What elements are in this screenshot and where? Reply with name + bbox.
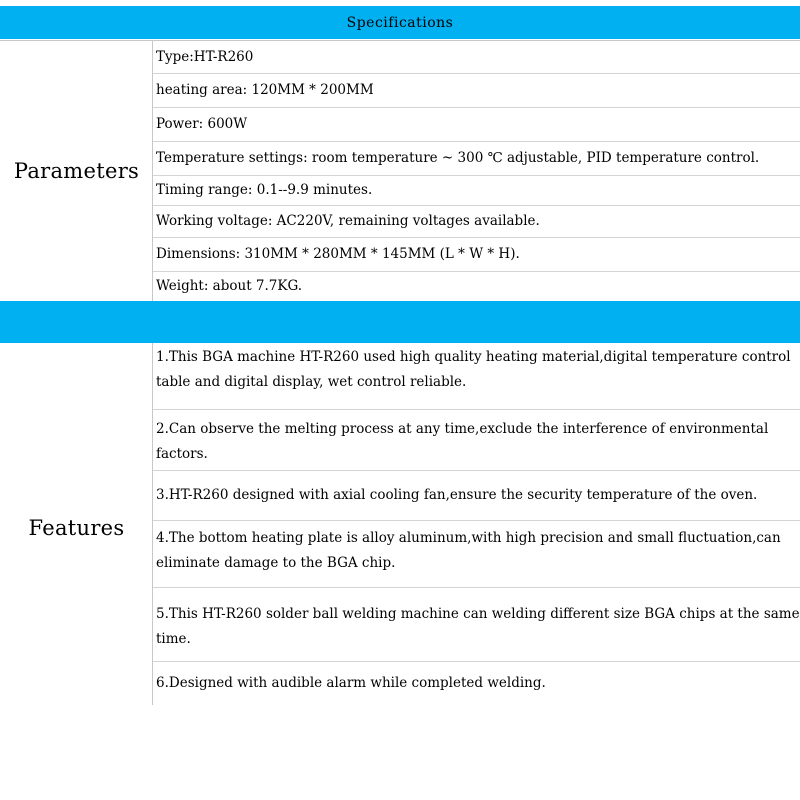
- feature-row: 1.This BGA machine HT-R260 used high quality heating material,digital temperature control table and digital display, wet control reliable.: [153, 343, 800, 410]
- parameters-label: Parameters: [13, 159, 140, 183]
- specifications-header: [0, 6, 800, 39]
- parameter-row: Working voltage: AC220V, remaining voltages available.: [153, 206, 800, 238]
- parameter-row: Temperature settings: room temperature ~ 300 ℃ adjustable, PID temperature control.: [153, 142, 800, 176]
- features-label: Features: [28, 516, 125, 540]
- parameter-row: Dimensions: 310MM * 280MM * 145MM (L * W * H).: [153, 238, 800, 272]
- parameter-row: Power: 600W: [153, 108, 800, 142]
- feature-row: 6.Designed with audible alarm while completed welding.: [156, 675, 546, 691]
- feature-row: 5.This HT-R260 solder ball welding machine can welding different size BGA chips at the same time.: [153, 588, 800, 662]
- parameter-row: Timing range: 0.1--9.9 minutes.: [153, 176, 800, 206]
- specifications-title: Specifications: [346, 14, 454, 31]
- feature-row: 4.The bottom heating plate is alloy aluminum,with high precision and small fluctuation,can eliminate damage to the BGA chip.: [153, 521, 800, 588]
- parameter-row: Type:HT-R260: [153, 41, 800, 74]
- parameter-row: heating area: 120MM * 200MM: [153, 74, 800, 108]
- section-separator-band: [0, 301, 800, 343]
- feature-row: 2.Can observe the melting process at any time,exclude the interference of environmental factors.: [153, 410, 800, 471]
- feature-row: 3.HT-R260 designed with axial cooling fan,ensure the security temperature of the oven.: [153, 471, 800, 521]
- parameter-row: Weight: about 7.7KG.: [156, 278, 303, 294]
